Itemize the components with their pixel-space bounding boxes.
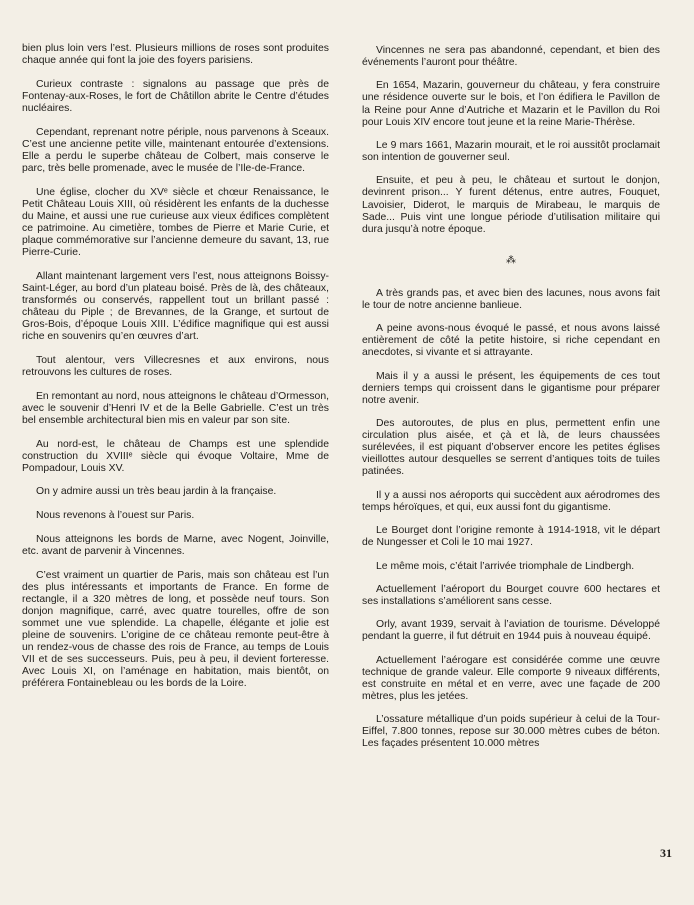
paragraph: bien plus loin vers l’est. Plusieurs millions de roses sont produites chaque année qui font la joie des foyers parisiens.: [22, 43, 329, 67]
paragraph: Actuellement l’aéroport du Bourget couvre 600 hectares et ses installations s’améliorent sans cesse.: [362, 583, 660, 607]
paragraph: Une église, clocher du XVᵉ siècle et chœur Renaissance, le Petit Château Louis XIII, où résidèrent les enfants de la duchesse du Maine, et aussi une rue curieuse aux vieux édifices complètent ce patrimoine. Au cimetière, tombes de Pierre et Marie Curie, et plaque commémorative sur l’ancienne demeure du savant, 13, rue Pierre-Curie.: [22, 186, 329, 259]
paragraph: On y admire aussi un très beau jardin à la française.: [36, 486, 277, 498]
paragraph: C’est vraiment un quartier de Paris, mais son château est l’un des plus intéressants et importants de France. En forme de rectangle, il a 320 mètres de long, et possède neuf tours. Son donjon magnifique, carré, avec quatre tourelles, offre de son sommet une vue splendide. La chapelle, élégante et jolie est pleine de souvenirs. L’origine de ce château remonte peut-être à un rendez-vous de chasse des rois de France, au temps de Louis VII et de ses successeurs. Puis, peu à peu, il devient forteresse. Avec Louis XI, on l’aménage en habitation, mais bientôt, on préférera Fontainebleau ou les bords de la Loire.: [22, 569, 329, 690]
section-separator: ⁂: [506, 254, 516, 266]
paragraph: A peine avons-nous évoqué le passé, et nous avons laissé entièrement de côté la petite histoire, si riche cependant en anecdotes, si vivante et si attrayante.: [362, 323, 660, 359]
paragraph: Actuellement l’aérogare est considérée comme une œuvre technique de grande valeur. Elle comporte 9 niveaux différents, est construite en métal et en verre, avec une façade de 200 mètres, plus les jetées.: [362, 654, 660, 702]
paragraph: Mais il y a aussi le présent, les équipements de ces tout derniers temps qui croissent dans le gigantisme pour préparer notre avenir.: [362, 370, 660, 406]
paragraph: Des autoroutes, de plus en plus, permettent enfin une circulation plus aisée, et çà et là, de leurs chaussées surélevées, il est piquant d’observer encore les petites églises vieillottes autour desquelles se serrent d’antiques toits de tuiles patinées.: [362, 418, 660, 478]
paragraph: Le Bourget dont l’origine remonte à 1914-1918, vit le départ de Nungesser et Coli le 10 mai 1927.: [362, 525, 660, 549]
paragraph: Vincennes ne sera pas abandonné, cependant, et bien des événements l’auront pour théâtre.: [362, 45, 660, 69]
paragraph: Curieux contraste : signalons au passage que près de Fontenay-aux-Roses, le fort de Châtillon abrite le Centre d’études nucléaires.: [22, 78, 329, 114]
paragraph: Cependant, reprenant notre périple, nous parvenons à Sceaux. C’est une ancienne petite ville, maintenant entourée d’extensions. Elle a perdu le superbe château de Colbert, mais conserve le parc, très belle promenade, avec le musée de l’Ile-de-France.: [22, 126, 329, 174]
page-number: 31: [660, 846, 672, 860]
paragraph: Le même mois, c’était l’arrivée triomphale de Lindbergh.: [376, 560, 635, 572]
right-column: [362, 45, 660, 762]
paragraph: L’ossature métallique d’un poids supérieur à celui de la Tour-Eiffel, 7.800 tonnes, repose sur 30.000 mètres cubes de béton. Les façades présentent 10.000 mètres: [362, 714, 660, 750]
paragraph: Allant maintenant largement vers l’est, nous atteignons Boissy-Saint-Léger, au bord d’un plateau boisé. Près de là, des châteaux, transformés ou conservés, rappellent tout un brillant passé : château du Piple ; de Brevannes, de la Grange, et surtout de Gros-Bois, d’époque Louis XIII. L’édifice magnifique qui est aussi riche en souvenirs qu’en œuvres d’art.: [22, 270, 329, 343]
paragraph: Ensuite, et peu à peu, le château et surtout le donjon, devinrent prison... Y furent détenus, entre autres, Fouquet, Lavoisier, Diderot, le marquis de Mirabeau, le marquis de Sade... Puis vint une longue période d’utilisation militaire qui dura jusqu’à notre époque.: [362, 175, 660, 235]
paragraph: Tout alentour, vers Villecresnes et aux environs, nous retrouvons les cultures de roses.: [22, 354, 329, 379]
left-column: [22, 43, 329, 702]
paragraph: Le 9 mars 1661, Mazarin mourait, et le roi aussitôt proclamait son intention de gouverner seul.: [362, 139, 660, 164]
paragraph: Il y a aussi nos aéroports qui succèdent aux aérodromes des temps héroïques, et qui, eux aussi font du gigantisme.: [362, 489, 660, 513]
paragraph: En 1654, Mazarin, gouverneur du château, y fera construire une résidence ouverte sur le bois, et l’on édifiera le Pavillon de la Reine pour Anne d’Autriche et Mazarin et le Pavillon du Roi pour Louis XIV encore tout jeune et la reine Marie-Thérèse.: [362, 80, 660, 128]
paragraph: Nous atteignons les bords de Marne, avec Nogent, Joinville, etc. avant de parvenir à Vincennes.: [22, 533, 329, 557]
paragraph: Au nord-est, le château de Champs est une splendide construction du XVIIIᵉ siècle qui évoque Voltaire, Mme de Pompadour, Louis XV.: [22, 438, 329, 474]
paragraph: Orly, avant 1939, servait à l’aviation de tourisme. Développé pendant la guerre, il fut détruit en 1944 puis à nouveau équipé.: [362, 619, 660, 643]
paragraph: Nous revenons à l’ouest sur Paris.: [36, 510, 195, 522]
paragraph: En remontant au nord, nous atteignons le château d’Ormesson, avec le souvenir d’Henri IV et de la Belle Gabrielle. C’est un très bel ensemble architectural bien mis en valeur par son site.: [22, 390, 329, 426]
paragraph: A très grands pas, et avec bien des lacunes, nous avons fait le tour de notre ancienne banlieue.: [362, 287, 660, 311]
